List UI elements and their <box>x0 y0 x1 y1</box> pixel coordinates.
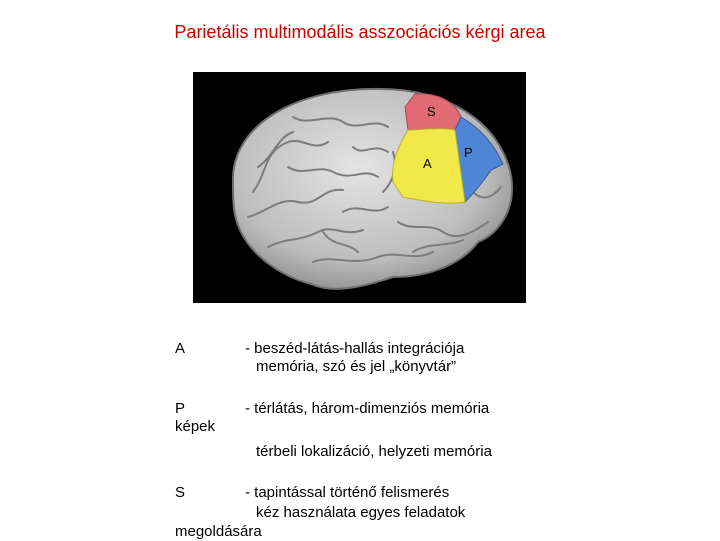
brain-figure <box>193 72 526 303</box>
region-label-a: A <box>423 156 432 171</box>
region-label-p: P <box>464 145 473 160</box>
legend-p-letter: P <box>175 400 186 417</box>
legend-s-letter: S <box>175 484 186 501</box>
slide-title: Parietális multimodális asszociációs kérgi area <box>174 22 546 42</box>
legend-a-letter: A <box>175 340 186 357</box>
legend-s-line2: kéz használata egyes feladatok <box>256 504 466 521</box>
legend-p-line1: - térlátás, három-dimenziós memória <box>245 400 490 417</box>
legend-p-sub: képek <box>175 418 216 435</box>
legend-p-line2: térbeli lokalizáció, helyzeti memória <box>256 443 492 460</box>
legend-s-line1: - tapintással történő felismerés <box>245 484 450 501</box>
region-label-s: S <box>427 104 436 119</box>
legend-s-line3: megoldására <box>175 523 262 540</box>
legend-a-line2: memória, szó és jel „könyvtár” <box>256 358 457 375</box>
legend-a-line1: - beszéd-látás-hallás integrációja <box>245 340 465 357</box>
